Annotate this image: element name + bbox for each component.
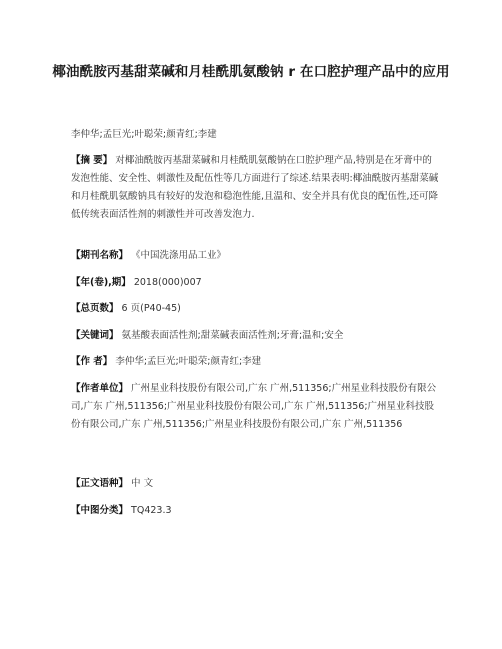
- year-issue-field: [71, 274, 439, 292]
- affiliation-field: [71, 380, 439, 434]
- author-text: 李仲华;孟巨光;叶聪荣;颜青红;李建: [115, 356, 262, 367]
- keywords-label: 【关键词】: [71, 330, 119, 341]
- page-title: 椰油酰胺丙基甜菜碱和月桂酰肌氨酸钠 r 在口腔护理产品中的应用: [52, 64, 450, 80]
- abstract-text: 对椰油酰胺丙基甜菜碱和月桂酰肌氨酸钠在口腔护理产品,特别是在牙膏中的发泡性能、安全性、刺激性及配伍性等几方面进行了综述.结果表明:椰油酰胺丙基甜菜碱和月桂酰肌氨酸钠具有较好的发泡和稳泡性能,且温和、安全并具有优良的配伍性,还可降低传统表面活性剂的刺激性并可改善发泡力.: [71, 155, 439, 220]
- language-text: 中 文: [131, 478, 154, 489]
- keywords-field: [71, 327, 439, 345]
- abstract-field: [71, 152, 439, 224]
- year-issue-text: 2018(000)007: [133, 277, 202, 288]
- language-field: [71, 475, 439, 493]
- affiliation-text: 广州星业科技股份有限公司,广东 广州,511356;广州星业科技股份有限公司,广东 广州,511356;广州星业科技股份有限公司,广东 广州,511356;广州星业科技股份有限公司,广东 广州,511356;广州星业科技股份有限公司,广东 广州,511356: [71, 383, 437, 430]
- page-count-label: 【总页数】: [71, 303, 119, 314]
- journal-label: 【期刊名称】: [71, 250, 129, 261]
- year-issue-label: 【年(卷),期】: [71, 277, 131, 288]
- language-label: 【正文语种】: [71, 478, 129, 489]
- page-count-field: [71, 300, 439, 318]
- classification-text: TQ423.3: [131, 505, 172, 516]
- author-line: 李仲华;孟巨光;叶聪荣;颜青红;李建: [71, 129, 217, 140]
- abstract-label: 【摘 要】: [71, 155, 113, 166]
- affiliation-label: 【作者单位】: [71, 383, 129, 394]
- classification-field: [71, 502, 439, 520]
- journal-field: [71, 247, 439, 265]
- page-count-text: 6 页(P40-45): [121, 303, 181, 314]
- journal-text: 《中国洗涤用品工业》: [131, 250, 227, 261]
- author-label: 【作 者】: [71, 356, 113, 367]
- classification-label: 【中图分类】: [71, 505, 129, 516]
- author-field: [71, 353, 439, 371]
- keywords-text: 氨基酸表面活性剂;甜菜碱表面活性剂;牙膏;温和;安全: [121, 330, 344, 341]
